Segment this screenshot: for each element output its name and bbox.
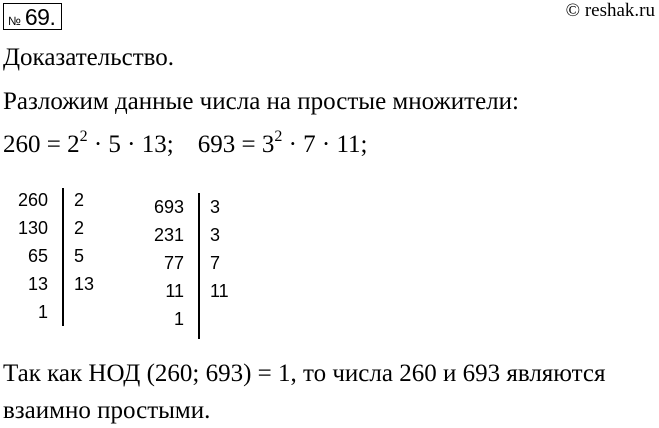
- divisor-cell: 5: [74, 246, 85, 266]
- formula-260-lhs: 260 = 2: [3, 131, 80, 158]
- divisor-cell: 13: [74, 274, 95, 294]
- dividend-cell: 260: [17, 190, 48, 210]
- dividend-cell: 231: [153, 225, 184, 245]
- proof-heading: Доказательство.: [3, 44, 175, 71]
- dividend-cell: 130: [17, 218, 48, 238]
- division-bar-693: [198, 193, 200, 339]
- divisor-cell: 3: [210, 197, 221, 217]
- dividend-column-693: [140, 193, 184, 333]
- dividend-cell: 693: [153, 197, 184, 217]
- formula-260-exponent: 2: [79, 127, 88, 145]
- dividend-cell: 1: [37, 302, 48, 322]
- divisor-cell: 2: [74, 218, 85, 238]
- dividend-cell: 13: [27, 274, 48, 294]
- divisor-cell: 3: [210, 225, 221, 245]
- conclusion-line-1: Так как НОД (260; 693) = 1, то числа 260 и 693 являются: [3, 360, 606, 387]
- formula-693-exponent: 2: [274, 127, 283, 145]
- division-bar-260: [62, 188, 64, 326]
- conclusion-line-2: взаимно простыми.: [3, 397, 211, 424]
- formula-693-rest: · 7 · 11;: [282, 131, 368, 158]
- divisor-column-260: [74, 186, 114, 298]
- dividend-cell: 65: [27, 246, 48, 266]
- dividend-cell: 77: [163, 253, 184, 273]
- site-watermark: © reshak.ru: [565, 0, 655, 21]
- intro-text: Разложим данные числа на простые множители:: [3, 88, 519, 115]
- divisor-column-693: [210, 193, 250, 305]
- formula-693-lhs: 693 = 3: [197, 131, 275, 158]
- factorization-formula: [3, 127, 368, 159]
- divisor-cell: 7: [210, 253, 221, 273]
- problem-number: 69.: [24, 4, 56, 30]
- dividend-column-260: [6, 186, 48, 326]
- divisor-cell: 2: [74, 190, 85, 210]
- problem-number-box: [3, 3, 62, 30]
- formula-260-rest: · 5 · 13;: [87, 131, 174, 158]
- number-sign: №: [8, 14, 21, 28]
- dividend-cell: 1: [173, 309, 184, 329]
- divisor-cell: 11: [210, 281, 229, 301]
- dividend-cell: 11: [165, 281, 184, 301]
